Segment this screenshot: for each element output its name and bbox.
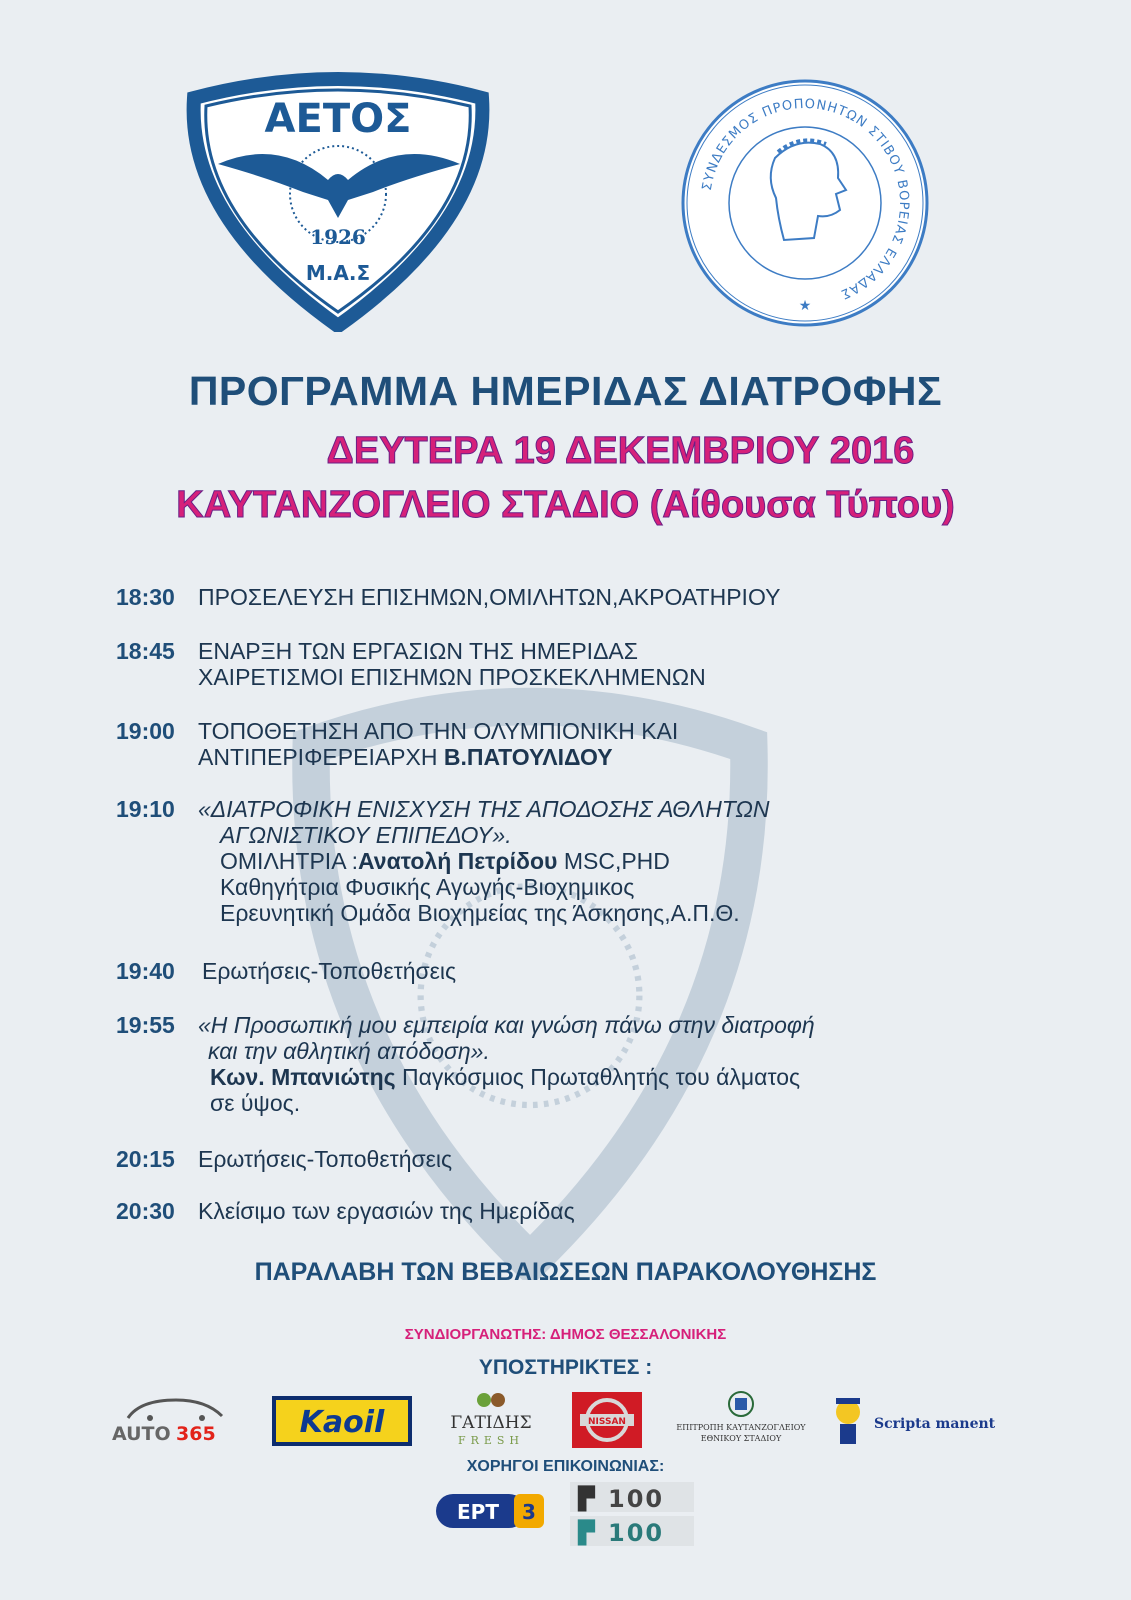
schedule-line: ΧΑΙΡΕΤΙΣΜΟΙ ΕΠΙΣΗΜΩΝ ΠΡΟΣΚΕΚΛΗΜΕΝΩΝ [198,664,706,690]
schedule-time: 20:15 [116,1146,175,1172]
schedule-time: 19:10 [116,796,175,822]
seal-star-icon: ★ [798,297,812,313]
schedule-text [198,718,998,770]
schedule-line: Κλείσιμο των εργασιών της Ημερίδας [198,1198,575,1224]
event-venue: ΚΑΥΤΑΝΖΟΓΛΕΙΟ ΣΤΑΔΙΟ (Αίθουσα Τύπου) [176,484,955,526]
page-title: ΠΡΟΓΡΑΜΜΑ ΗΜΕΡΙΔΑΣ ΔΙΑΤΡΟΦΗΣ [188,368,943,414]
schedule-line: σε ύψος. [210,1090,301,1116]
auto365-number: 365 [176,1423,216,1444]
gatidis-fresh-logo [436,1390,546,1448]
talk-title: ΑΓΩΝΙΣΤΙΚΟΥ ΕΠΙΠΕΔΟΥ». [220,822,512,848]
tv100-fm100-logo [570,1482,694,1548]
fm100-text: 100 [608,1519,665,1547]
schedule-line-part: ΟΜΙΛΗΤΡΙΑ : [220,848,359,874]
coorganizer: ΣΥΝΔΙΟΡΓΑΝΩΤΗΣ: ΔΗΜΟΣ ΘΕΣΣΑΛΟΝΙΚΗΣ [404,1326,727,1343]
auto365-logo [110,1392,250,1444]
speaker-name: Β.ΠΑΤΟΥΛΙΔΟΥ [443,744,613,770]
media-sponsors-label: ΧΟΡΗΓΟΙ ΕΠΙΚΟΙΝΩΝΙΑΣ: [466,1458,665,1475]
gatidis-fresh-text: FRESH [457,1434,525,1447]
gatidis-text: ΓΑΤΙΔΗΣ [450,1413,532,1433]
seal-ring-text: ΣΥΝΔΕΣΜΟΣ ΠΡΟΠΟΝΗΤΩΝ ΣΤΙΒΟΥ ΒΟΡΕΙΑΣ ΕΛΛΑΔΑΣ [699,96,912,302]
schedule-line: ΕΝΑΡΞΗ ΤΩΝ ΕΡΓΑΣΙΩΝ ΤΗΣ ΗΜΕΡΙΔΑΣ [198,638,638,664]
nissan-text: NISSAN [588,1417,626,1427]
schedule-time: 19:00 [116,718,175,744]
schedule-line: Ερωτήσεις-Τοποθετήσεις [198,1146,453,1172]
kaoil-logo [272,1396,412,1446]
tv100-text: 100 [608,1485,665,1513]
schedule-text [198,638,998,690]
committee-text: ΕΘΝΙΚΟΥ ΣΤΑΔΙΟΥ [700,1434,782,1443]
talk-title: «ΔΙΑΤΡΟΦΙΚΗ ΕΝΙΣΧΥΣΗ ΤΗΣ ΑΠΟΔΟΣΗΣ ΑΘΛΗΤΩΝ [198,796,770,822]
schedule-line-part: Παγκόσμιος Πρωταθλητής του άλματος [395,1064,801,1090]
schedule-line-part: ΑΝΤΙΠΕΡΙΦΕΡΕΙΑΡΧΗ [198,744,444,770]
kaoil-text: Kaoil [299,1405,385,1440]
ert3-logo [436,1492,546,1530]
speaker-name: Ανατολή Πετρίδου [358,848,558,874]
supporters-label: ΥΠΟΣΤΗΡΙΚΤΕΣ : [478,1356,653,1379]
aetos-logo-text: ΑΕΤΟΣ [264,96,412,142]
schedule-line: Ερευνητική Ομάδα Βιοχημείας της Άσκησης,Α.Π.Θ. [220,900,740,926]
schedule-text [198,1146,998,1172]
schedule-time: 18:30 [116,584,175,610]
schedule-line: ΤΟΠΟΘΕΤΗΣΗ ΑΠΟ ΤΗΝ ΟΛΥΜΠΙΟΝΙΚΗ ΚΑΙ [198,718,679,744]
scripta-manent-logo [828,1390,998,1450]
talk-title: και την αθλητική απόδοση». [208,1038,490,1064]
aetos-logo [178,68,498,332]
scripta-text: Scripta manent [874,1416,996,1432]
schedule-text [198,1198,998,1224]
aetos-logo-year: 1926 [310,225,366,249]
auto365-text: AUTO [112,1423,171,1444]
svg-text:▛: ▛ [578,1487,595,1512]
schedule-text [198,796,998,926]
schedule-line [198,848,998,874]
schedule-text [198,958,1002,984]
speaker-name: Κων. Μπανιώτης [210,1064,396,1090]
committee-text: ΕΠΙΤΡΟΠΗ ΚΑΥΤΑΝΖΟΓΛΕΙΟΥ [676,1423,806,1432]
schedule-text [198,1012,998,1116]
aetos-logo-club: Μ.Α.Σ [305,261,371,285]
ert-number: 3 [522,1500,536,1524]
schedule-line [198,744,998,770]
svg-text:▛: ▛ [578,1521,595,1546]
schedule-time: 18:45 [116,638,175,664]
schedule-line [198,1064,998,1090]
coaches-association-seal [680,78,930,328]
event-date: ΔΕΥΤΕΡΑ 19 ΔΕΚΕΜΒΡΙΟΥ 2016 [326,430,915,472]
schedule-line: ΠΡΟΣΕΛΕΥΣΗ ΕΠΙΣΗΜΩΝ,ΟΜΙΛΗΤΩΝ,ΑΚΡΟΑΤΗΡΙΟΥ [198,584,781,610]
schedule-line: Καθηγήτρια Φυσικής Αγωγής-Βιοχημικος [220,874,635,900]
schedule-line: Ερωτήσεις-Τοποθετήσεις [202,958,457,984]
ert-text: ΕΡΤ [457,1500,499,1524]
schedule-text [198,584,998,610]
talk-title: «Η Προσωπική μου εμπειρία και γνώση πάνω στην διατροφή [198,1012,815,1038]
schedule-time: 19:55 [116,1012,175,1038]
schedule-line-part: MSC,PHD [557,848,670,874]
nissan-logo [572,1392,642,1448]
schedule-time: 20:30 [116,1198,175,1224]
kaftanzoglio-committee-logo [676,1390,806,1448]
schedule-time: 19:40 [116,958,175,984]
certificates-note: ΠΑΡΑΛΑΒΗ ΤΩΝ ΒΕΒΑΙΩΣΕΩΝ ΠΑΡΑΚΟΛΟΥΘΗΣΗΣ [254,1258,877,1286]
